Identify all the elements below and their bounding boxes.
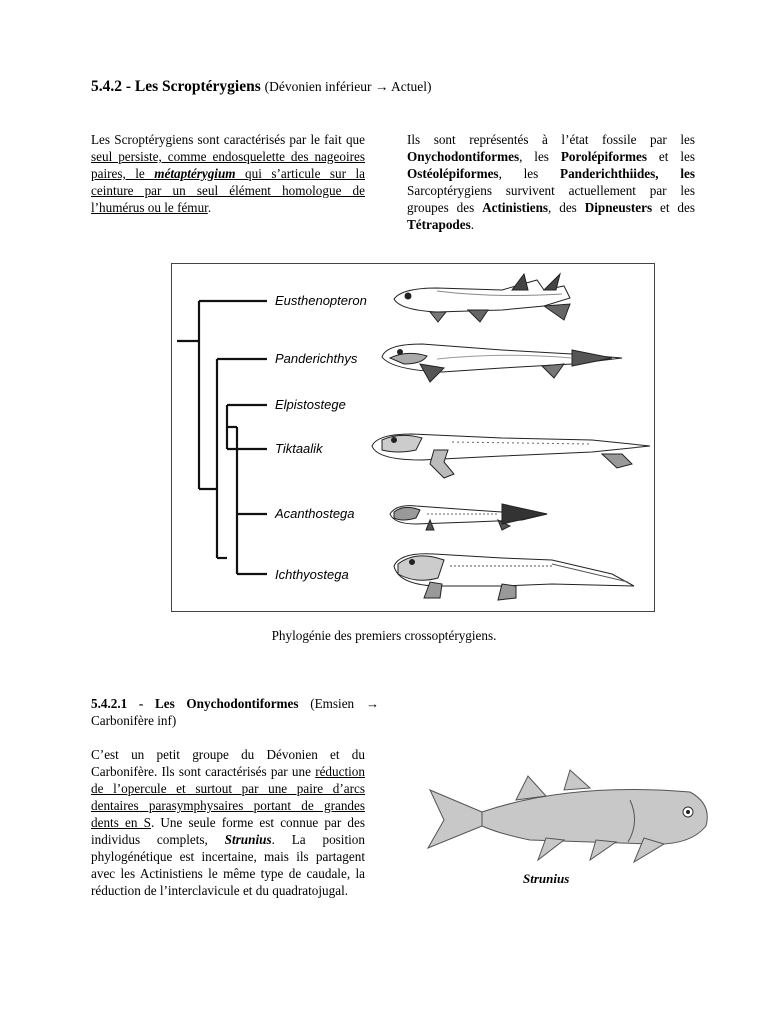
phylogeny-figure — [171, 263, 655, 612]
ichthyostega-drawing — [394, 554, 634, 600]
phylogeny-tree — [172, 264, 654, 611]
taxon-label: Panderichthys — [275, 351, 358, 366]
section-period: (Dévonien inférieur → Actuel) — [264, 79, 432, 94]
right-paragraph: Ils sont représentés à l’état fossile par les Onychodontiformes, les Porolépiformes et les Ostéolépiformes, les Panderichthiides, les Sarcoptérygiens survivent actuellement par les groupes des Actinistiens, des Dipneusters et des Tétrapodes. — [407, 132, 695, 232]
arrow-right-icon: → — [374, 79, 389, 94]
taxon-label: Elpistostege — [275, 397, 346, 412]
subsection-heading: 5.4.2.1 - Les Onychodontiformes (Emsien → Carbonifère inf) — [91, 696, 380, 728]
onychodontiformes-paragraph: C’est un petit groupe du Dévonien et du Carbonifère. Ils sont caractérisés par une réduction de l’opercule et surtout par une paire d’arcs dentaires parasymphysaires portant de grandes dents en S. Une seule forme est connue par des individus complets, Strunius. La position phylogénétique est incertaine, mais ils partagent avec les Actinistiens le même type de caudale, la réduction de l’interclavicule et du quadratojugal. — [91, 747, 366, 898]
strunius-drawing — [420, 768, 722, 870]
subsection-title: 5.4.2.1 - Les Onychodontiformes — [91, 696, 299, 711]
panderichthys-drawing — [382, 344, 622, 382]
taxon-label: Eusthenopteron — [275, 293, 367, 308]
cladogram-lines — [177, 301, 267, 574]
taxon-label: Ichthyostega — [275, 567, 349, 582]
figure-caption: Phylogénie des premiers crossoptérygiens. — [271, 628, 497, 643]
tiktaalik-drawing — [372, 434, 650, 478]
acanthostega-drawing — [390, 504, 547, 530]
taxon-label: Acanthostega — [275, 506, 355, 521]
section-title: 5.4.2 - Les Scroptérygiens — [91, 78, 261, 95]
metapterygium-term: métaptérygium — [154, 166, 236, 181]
arrow-right-icon: → — [365, 696, 380, 711]
strunius-caption: Strunius — [523, 871, 570, 886]
taxon-label: Tiktaalik — [275, 441, 323, 456]
section-heading — [91, 78, 431, 96]
strunius-term: Strunius — [224, 832, 272, 847]
eusthenopteron-drawing — [394, 274, 570, 322]
left-paragraph: Les Scroptérygiens sont caractérisés par le fait que seul persiste, comme endosquelette des nageoires paires, le métaptérygium qui s’articule sur la ceinture par un seul élément homologue de l’humérus ou le fémur. — [91, 132, 365, 215]
